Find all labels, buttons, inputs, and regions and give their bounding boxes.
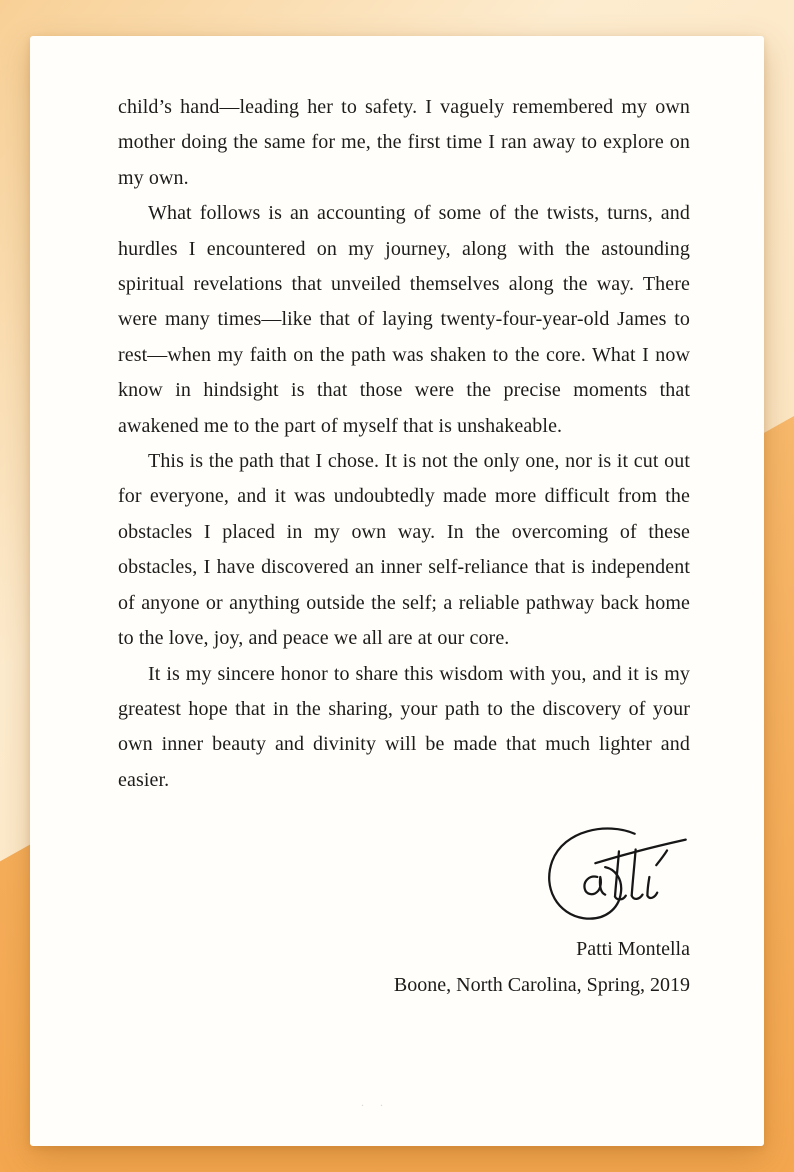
paragraph: It is my sincere honor to share this wisdom with you, and it is my greatest hope that in the sharing, your path to the discovery of your own inner beauty and divinity will be made that much lighter and easier. [118,662,690,791]
paragraph: child’s hand—leading her to safety. I vaguely remembered my own mother doing the same for me, the first time I ran away to explore on my own. [118,96,690,189]
body-text [118,90,690,798]
paragraph: What follows is an accounting of some of the twists, turns, and hurdles I encountered on my journey, along with the astounding spiritual revelations that unveiled themselves along the way. There were many times—like that of laying twenty-four-year-old James to rest—when my faith on the path was shaken to the core. What I now know in hindsight is that those were the precise moments that awakened me to the part of myself that is unshakeable. [118,202,690,437]
handwritten-signature [536,820,694,930]
book-page [30,36,764,1146]
author-location-date: Boone, North Carolina, Spring, 2019 [393,974,690,997]
paragraph: This is the path that I chose. It is not the only one, nor is it cut out for everyone, and it was undoubtedly made more difficult from the obstacles I placed in my own way. In the overcoming of these obstacles, I have discovered an inner self-reliance that is independent of anyone or anything outside the self; a reliable pathway back home to the love, joy, and peace we all are at our core. [118,450,690,650]
author-name: Patti Montella [576,938,690,961]
faint-page-mark: · · [360,1098,390,1112]
signature-block [118,820,690,1003]
